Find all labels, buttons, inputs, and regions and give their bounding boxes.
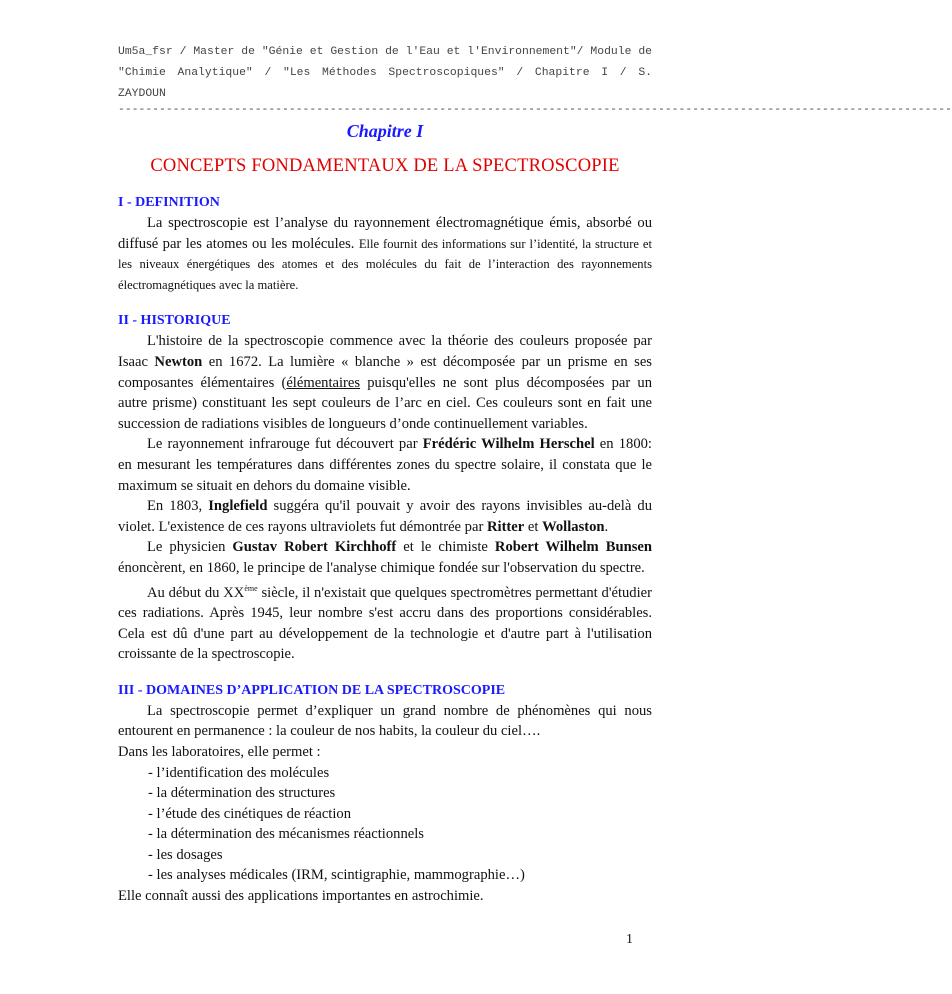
text-run: Dans les laboratoires, elle permet : xyxy=(118,743,321,760)
section-heading: II - HISTORIQUE xyxy=(118,313,231,329)
paragraph xyxy=(118,213,652,295)
chapter-label: Chapitre I xyxy=(346,121,424,141)
document-body xyxy=(118,193,652,907)
header-separator: -------------------------------------------------------------------------------------------------------------------------- xyxy=(118,104,952,116)
text-run: L'histoire de la spectroscopie commence avec la théorie des couleurs proposée par Isaac xyxy=(118,333,652,370)
paragraph xyxy=(118,742,652,763)
text-run: Elle connaît aussi des applications importantes en astrochimie. xyxy=(118,888,484,905)
paragraph xyxy=(118,537,652,578)
text-run: puisqu'elles ne sont plus décomposées par un autre prisme) constituant les sept couleurs de l’arc en ciel. Ces couleurs sont en fait une succession de radiations visibles de longueurs d’onde continuellement variables. xyxy=(118,374,652,432)
text-run: en 1800: en mesurant les températures dans différentes zones du spectre solaire, il constata que le maximum se situait en dehors du domaine visible. xyxy=(118,436,652,494)
bold-name: Gustav Robert Kirchhoff xyxy=(232,539,397,556)
document-page xyxy=(118,42,952,907)
bold-name: Wollaston xyxy=(542,518,605,535)
paragraph xyxy=(118,434,652,496)
chapter-title: CONCEPTS FONDAMENTAUX DE LA SPECTROSCOPIE xyxy=(150,156,620,176)
text-run: et le chimiste xyxy=(396,539,495,556)
underlined-text: élémentaires xyxy=(286,374,361,391)
section-heading: III - DOMAINES D’APPLICATION DE LA SPECTROSCOPIE xyxy=(118,682,506,698)
bold-name: Robert Wilhelm Bunsen xyxy=(494,539,652,556)
paragraph xyxy=(118,701,652,742)
bold-name: Ritter xyxy=(486,518,525,535)
text-run: et xyxy=(524,518,543,535)
text-run: La spectroscopie est l’analyse du rayonnement électromagnétique émis, absorbé ou diffusé par les atomes ou les molécules. xyxy=(118,215,652,252)
paragraph xyxy=(118,579,652,665)
list-item: - les analyses médicales (IRM, scintigraphie, mammographie…) xyxy=(148,867,525,884)
paragraph xyxy=(118,886,652,907)
text-run: . xyxy=(604,518,609,535)
list-item: - l’étude des cinétiques de réaction xyxy=(148,805,352,822)
text-run: en 1672. La lumière « blanche » est décomposée par un prisme en ses composantes élémentaires ( xyxy=(118,353,652,391)
running-header: Um5a_fsr / Master de "Génie et Gestion de l'Eau et l'Environnement"/ Module de "Chimie Analytique" / "Les Méthodes Spectroscopiques" / Chapitre I / S. ZAYDOUN xyxy=(118,46,652,100)
section-heading: I - DEFINITION xyxy=(118,195,220,210)
paragraph xyxy=(118,331,652,434)
bold-name: Frédéric Wilhelm Herschel xyxy=(422,436,595,453)
bold-name: Inglefield xyxy=(208,498,268,515)
text-run: Elle fournit des informations sur l’identité, la structure et les niveaux énergétiques des atomes et des molécules du fait de l’interaction des rayonnements électromagnétiques avec la matière. xyxy=(118,236,652,292)
bullet-list xyxy=(118,763,652,887)
text-run: énoncèrent, en 1860, le principe de l'analyse chimique fondée sur l'observation du spectre. xyxy=(118,559,645,576)
text-run: En 1803, xyxy=(147,498,209,515)
page-number: 1 xyxy=(626,932,633,947)
list-item: - la détermination des mécanismes réactionnels xyxy=(148,826,424,843)
text-run: Au début du XX xyxy=(147,584,245,601)
list-item: - la détermination des structures xyxy=(148,785,336,802)
list-item: - l’identification des molécules xyxy=(148,764,330,781)
text-run: suggéra qu'il pouvait y avoir des rayons invisibles au-delà du violet. L'existence de ces rayons ultraviolets fut démontrée par xyxy=(118,498,652,535)
bold-name: Newton xyxy=(154,353,203,370)
text-run: La spectroscopie permet d’expliquer un grand nombre de phénomènes qui nous entourent en permanence : la couleur de nos habits, la couleur du ciel…. xyxy=(118,702,652,740)
text-run: Le physicien xyxy=(147,539,233,556)
text-run: siècle, il n'existait que quelques spectromètres permettant d'étudier ces radiations. Après 1945, leur nombre s'est accru dans des proportions considérables. Cela est dû d'une part au développement de la technologie et d'autre part à l'utilisation croissante de la spectroscopie. xyxy=(118,584,652,663)
superscript: ème xyxy=(244,583,258,593)
text-run: Le rayonnement infrarouge fut découvert par xyxy=(147,436,423,453)
paragraph xyxy=(118,496,652,537)
list-item: - les dosages xyxy=(148,846,223,863)
